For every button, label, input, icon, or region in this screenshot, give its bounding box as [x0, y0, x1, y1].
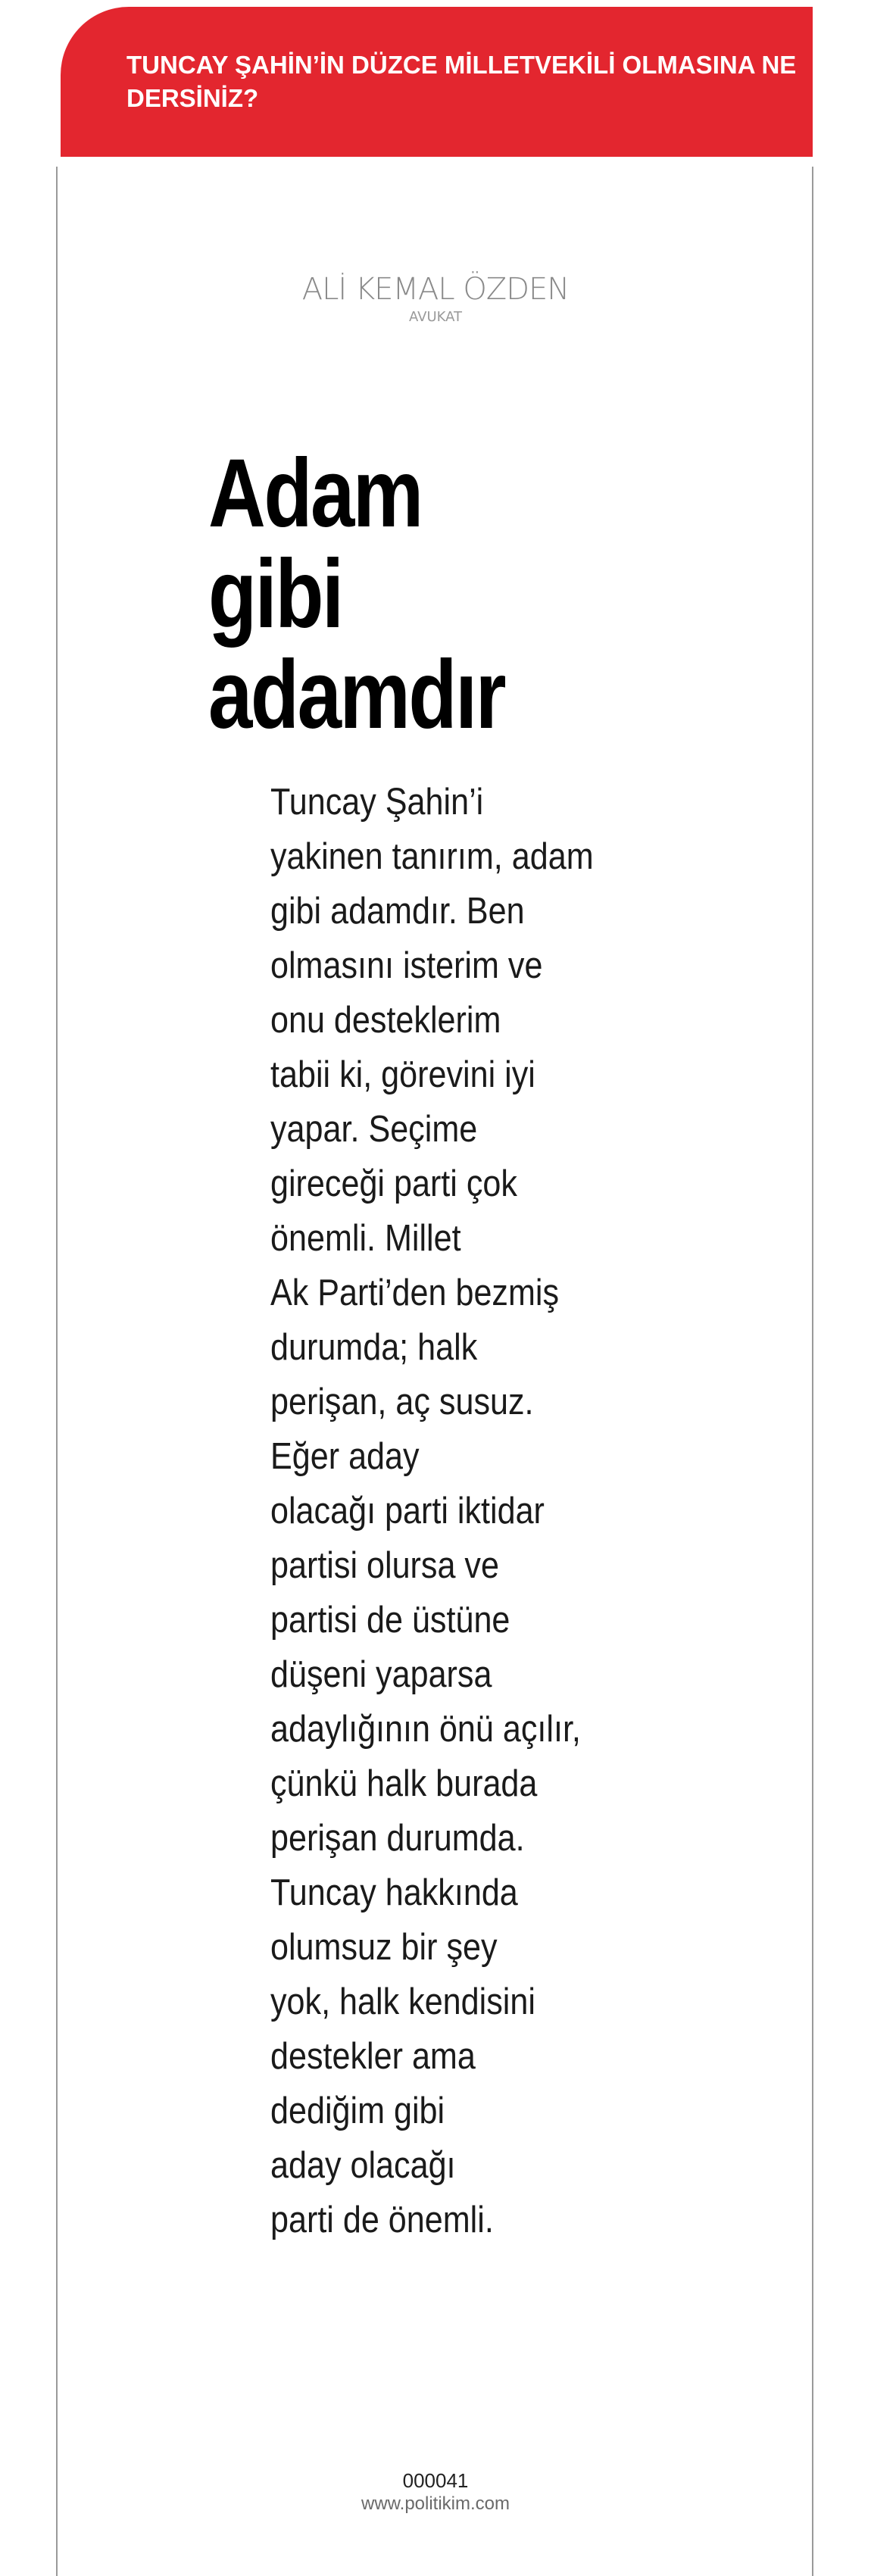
banner-title: TUNCAY ŞAHİN’İN DÜZCE MİLLETVEKİLİ OLMASINA NE DERSİNİZ? — [126, 51, 797, 112]
headline — [208, 439, 581, 749]
body-line: Tuncay hakkında — [270, 1872, 518, 1913]
body-line: durumda; halk — [270, 1327, 478, 1368]
body-line: aday olacağı — [270, 2145, 456, 2186]
body-line: olumsuz bir şey — [270, 1927, 498, 1968]
body-line: destekler ama — [270, 2036, 476, 2077]
site-url: www.politikim.com — [361, 2493, 510, 2514]
headline-line: gibi — [208, 540, 342, 648]
body-line: tabii ki, görevini iyi — [270, 1054, 535, 1095]
body-line: partisi de üstüne — [270, 1600, 510, 1641]
body-line: önemli. Millet — [270, 1218, 461, 1259]
body-line: onu desteklerim — [270, 1000, 501, 1041]
body-line: yakinen tanırım, adam — [270, 836, 594, 877]
body-line: olmasını isterim ve — [270, 945, 543, 986]
body-line: gibi adamdır. Ben — [270, 891, 525, 932]
body-line: perişan durumda. — [270, 1818, 525, 1859]
article-body — [270, 775, 644, 2247]
headline-line: adamdır — [208, 641, 505, 749]
body-line: Tuncay Şahin’i — [270, 782, 484, 823]
body-line: perişan, aç susuz. — [270, 1382, 534, 1422]
author-name: ALİ KEMAL ÖZDEN — [301, 272, 570, 307]
body-line: gireceği parti çok — [270, 1163, 517, 1204]
author-role: AVUKAT — [408, 309, 463, 325]
body-line: parti de önemli. — [270, 2200, 494, 2240]
author-block — [0, 271, 871, 326]
body-line: yapar. Seçime — [270, 1109, 478, 1150]
page-code: 000041 — [402, 2469, 469, 2492]
page-footer — [0, 2468, 871, 2515]
headline-line: Adam — [208, 439, 422, 548]
body-line: olacağı parti iktidar — [270, 1491, 545, 1532]
body-line: çünkü halk burada — [270, 1763, 538, 1804]
body-line: düşeni yaparsa — [270, 1654, 492, 1695]
body-line: adaylığının önü açılır, — [270, 1709, 581, 1750]
body-line: Eğer aday — [270, 1436, 420, 1477]
header-banner — [61, 7, 813, 157]
body-line: yok, halk kendisini — [270, 1981, 535, 2022]
body-line: dediğim gibi — [270, 2090, 445, 2131]
body-line: Ak Parti’den bezmiş — [270, 1272, 560, 1313]
body-line: partisi olursa ve — [270, 1545, 499, 1586]
